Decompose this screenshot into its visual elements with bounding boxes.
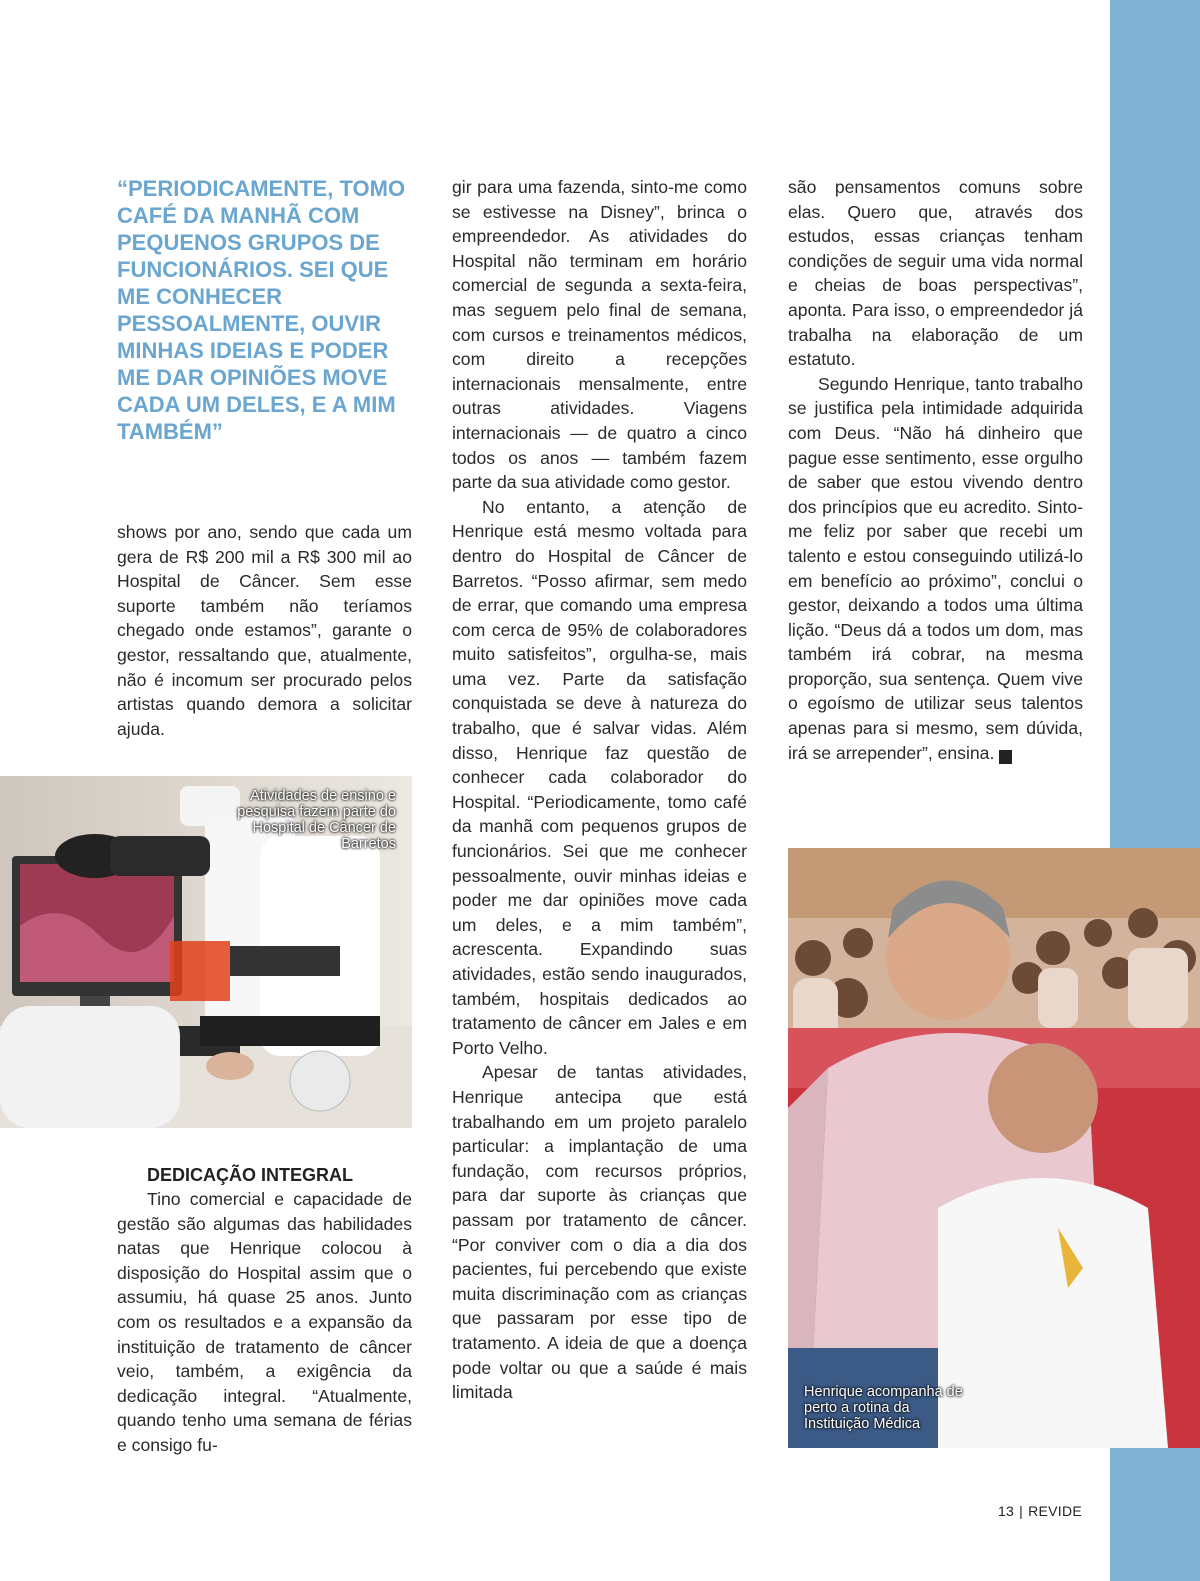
column-2 bbox=[452, 175, 747, 1405]
page-number: 13 bbox=[997, 1503, 1015, 1519]
pull-quote: “PERIODICAMENTE, TOMO CAFÉ DA MANHÃ COM PEQUENOS GRUPOS DE FUNCIONÁRIOS. SEI QUE ME CONHECER PESSOALMENTE, OUVIR MINHAS IDEIAS E PODER ME DAR OPINIÕES MOVE CADA UM DELES, E A MIM TAMBÉM” bbox=[117, 176, 406, 444]
paragraph bbox=[788, 372, 1083, 766]
paragraph: shows por ano, sendo que cada um gera de R$ 200 mil a R$ 300 mil ao Hospital de Câncer. Sem esse suporte também não teríamos chegado onde estamos”, garante o gestor, ressaltando que, atualmente, não é incomum ser procurado pelos artistas quando demora a solicitar ajuda. bbox=[117, 522, 412, 739]
page-footer bbox=[998, 1503, 1082, 1519]
paragraph: Tino comercial e capacidade de gestão são algumas das habilidades natas que Henrique colocou à disposição do Hospital assim que o assumiu, há quase 25 anos. Junto com os resultados e a expansão da instituição de tratamento de câncer veio, também, a exigência da dedicação integral. “Atualmente, quando tenho uma semana de férias e consigo fu- bbox=[117, 1189, 412, 1455]
paragraph: são pensamentos comuns sobre elas. Quero que, através dos estudos, essas crianças tenham condições de seguir uma vida normal e cheias de boas perspectivas”, aponta. Para isso, o empreendedor já trabalha na elaboração de um estatuto. bbox=[788, 177, 1083, 370]
paragraph: Apesar de tantas atividades, Henrique antecipa que está trabalhando em um projeto paralelo particular: a implantação de uma fundação, com recursos próprios, para dar suporte às crianças que passam por tratamento de câncer. “Por conviver com o dia a dia dos pacientes, fui percebendo que existe muita discriminação com as crianças que passaram por esse tipo de tratamento. A ideia de que a doença pode voltar ou que a saúde é mais limitada bbox=[452, 1062, 747, 1403]
paragraph: No entanto, a atenção de Henrique está mesmo voltada para dentro do Hospital de Câncer de Barretos. “Posso afirmar, sem medo de errar, que comando uma empresa com cerca de 95% de colaboradores muito satisfeitos”, orgulha-se, mais uma vez. Parte da satisfação conquistada se deve à natureza do trabalho, que é salvar vidas. Além disso, Henrique faz questão de conhecer cada colaborador do Hospital. “Periodicamente, tomo café da manhã com pequenos grupos de funcionários. Sei que me conhecer pessoalmente, ouvir minhas ideias e poder me dar opiniões move cada um deles, e a mim também”, acrescenta. Expandindo suas atividades, estão sendo inaugurados, também, hospitais dedicados ao tratamento de câncer em Jales e em Porto Velho. bbox=[452, 496, 747, 1058]
footer-separator: | bbox=[1019, 1503, 1024, 1519]
end-of-article-icon: r bbox=[999, 750, 1012, 764]
column-1-top bbox=[117, 520, 412, 741]
closing-paragraph-text: Segundo Henrique, tanto trabalho se justifica pela intimidade adquirida com Deus. “Não há dinheiro que pague esse sentimento, esse orgulho de saber que estou vivendo dentro dos princípios que eu acredito. Sinto-me feliz por saber que recebi um talento e estou conseguindo utilizá-lo em benefício ao próximo”, conclui o gestor, deixando a todos uma última lição. “Deus dá a todos um dom, mas também irá cobrar, na mesma proporção, sua sentença. Quem vive o egoísmo de utilizar seus talentos apenas para si mesmo, sem dúvida, irá se arrepender”, ensina. bbox=[788, 373, 1083, 763]
audience-illustration bbox=[788, 848, 1200, 1448]
lab-photo bbox=[0, 776, 412, 1128]
column-1-bottom bbox=[117, 1163, 412, 1458]
magazine-name: REVIDE bbox=[1028, 1503, 1082, 1519]
section-subhead: DEDICAÇÃO INTEGRAL bbox=[147, 1165, 353, 1185]
crowd-photo-caption: Henrique acompanha de perto a rotina da Instituição Médica bbox=[804, 1384, 963, 1432]
crowd-photo bbox=[788, 848, 1200, 1448]
column-3 bbox=[788, 175, 1083, 765]
lab-photo-caption: Atividades de ensino e pesquisa fazem parte do Hospital de Câncer de Barretos bbox=[237, 788, 396, 852]
paragraph: gir para uma fazenda, sinto-me como se estivesse na Disney”, brinca o empreendedor. As atividades do Hospital não terminam em horário comercial de segunda a sexta-feira, mas seguem pelo final de semana, com cursos e treinamentos médicos, com direito a recepções internacionais mensalmente, entre outras atividades. Viagens internacionais — de quatro a cinco todos os anos — também fazem parte da sua atividade como gestor. bbox=[452, 177, 747, 493]
